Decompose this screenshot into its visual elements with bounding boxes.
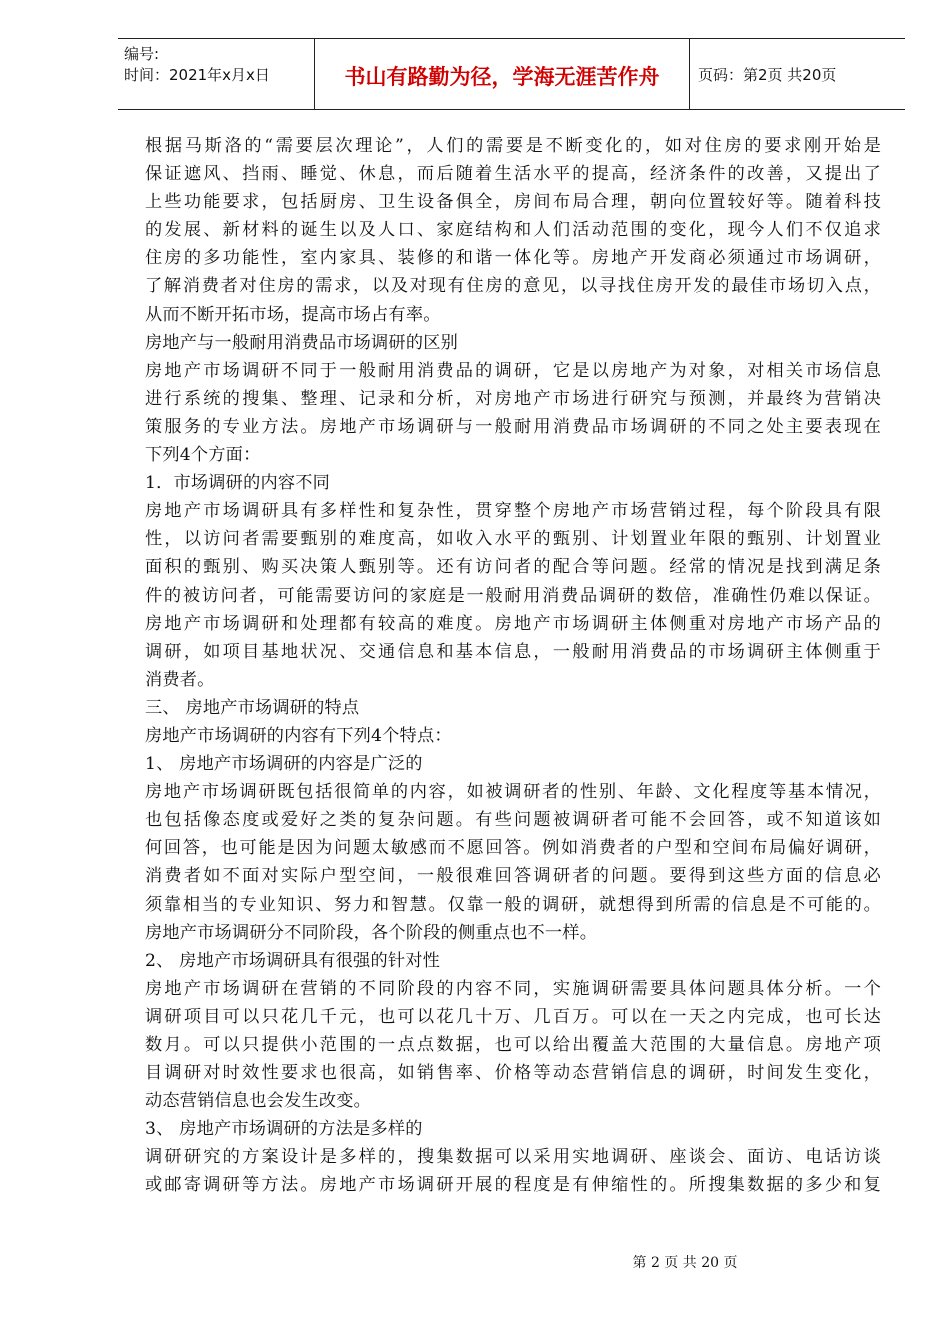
body-text-line: 件的被访问者，可能需要访问的家庭是一般耐用消费品调研的数倍，准确性仍难以保证。 [145, 585, 881, 606]
body-text-line: 数月。可以只提供小范围的一点点数据，也可以给出覆盖大范围的大量信息。房地产项 [145, 1035, 881, 1055]
body-text-line: 调研研究的方案设计是多样的，搜集数据可以采用实地调研、座谈会、面访、电话访谈 [145, 1147, 881, 1168]
footer-page-number: 第 2 页 共 20 页 [632, 1255, 738, 1271]
header-page-cell [690, 39, 905, 109]
body-text-line: 保证遮风、挡雨、睡觉、休息，而后随着生活水平的提高，经济条件的改善，又提出了 [145, 164, 881, 185]
body-text-line: 三、 房地产市场调研的特点 [145, 697, 360, 718]
body-text-line: 房地产与一般耐用消费品市场调研的区别 [145, 332, 458, 353]
body-text-line: 消费者。 [145, 669, 215, 690]
header-table [118, 38, 905, 110]
body-text-line: 面积的甄别、购买决策人甄别等。还有访问者的配合等问题。经常的情况是找到满足条 [145, 557, 881, 578]
body-text-line: 2、 房地产市场调研具有很强的针对性 [145, 950, 441, 971]
body-text-line: 或邮寄调研等方法。房地产市场调研开展的程度是有伸缩性的。所搜集数据的多少和复 [145, 1175, 881, 1196]
body-text-line: 3、 房地产市场调研的方法是多样的 [145, 1119, 423, 1140]
header-page-number: 页码：第2页 共20页 [698, 66, 837, 84]
body-text-line: 1．市场调研的内容不同 [145, 473, 331, 494]
body-text-line: 消费者如不面对实际户型空间，一般很难回答调研者的问题。要得到这些方面的信息必 [145, 866, 881, 887]
body-text-line: 房地产市场调研在营销的不同阶段的内容不同，实施调研需要具体问题具体分析。一个 [145, 978, 881, 999]
body-text-line: 的发展、新材料的诞生以及人口、家庭结构和人们活动范围的变化，现今人们不仅追求 [145, 220, 881, 241]
body-text-line: 住房的多功能性，室内家具、装修的和谐一体化等。房地产开发商必须通过市场调研， [145, 248, 881, 269]
body-text-line: 从而不断开拓市场，提高市场占有率。 [145, 304, 441, 325]
body-text-line: 了解消费者对住房的需求，以及对现有住房的意见，以寻找住房开发的最佳市场切入点， [145, 276, 881, 297]
header-motto: 书山有路勤为径，学海无涯苦作舟 [344, 65, 660, 89]
body-text-line: 房地产市场调研既包括很简单的内容，如被调研者的性别、年龄、文化程度等基本情况， [145, 782, 881, 803]
body-text-line: 动态营销信息也会发生改变。 [145, 1091, 372, 1112]
body-text-line: 须靠相当的专业知识、努力和智慧。仅靠一般的调研，就想得到所需的信息是不可能的。 [145, 894, 881, 915]
body-text-line: 何回答，也可能是因为问题太敏感而不愿回答。例如消费者的户型和空间布局偏好调研， [145, 838, 881, 859]
body-text-line: 1、 房地产市场调研的内容是广泛的 [145, 754, 423, 775]
body-text-line: 策服务的专业方法。房地产市场调研与一般耐用消费品市场调研的不同之处主要表现在 [145, 416, 881, 437]
body-text-line: 调研项目可以只花几千元，也可以花几十万、几百万。可以在一天之内完成，也可长达 [145, 1006, 881, 1027]
body-text-line: 也包括像态度或爱好之类的复杂问题。有些问题被调研者可能不会回答，或不知道该如 [145, 810, 881, 831]
body-text-line: 房地产市场调研具有多样性和复杂性，贯穿整个房地产市场营销过程，每个阶段具有限 [145, 501, 881, 522]
body-text-line: 根据马斯洛的“需要层次理论”，人们的需要是不断变化的，如对住房的要求刚开始是 [145, 136, 881, 156]
document-number-label: 编号: [124, 45, 160, 63]
body-text-line: 房地产市场调研的内容有下列4个特点： [145, 725, 452, 746]
body-text-line: 进行系统的搜集、整理、记录和分析，对房地产市场进行研究与预测，并最终为营销决 [145, 388, 881, 409]
document-body [145, 132, 881, 1200]
body-text-line: 调研，如项目基地状况、交通信息和基本信息，一般耐用消费品的市场调研主体侧重于 [145, 641, 881, 662]
document-time-label: 时间：2021年x月x日 [124, 66, 270, 84]
body-text-line: 目调研对时效性要求也很高，如销售率、价格等动态营销信息的调研，时间发生变化， [145, 1063, 881, 1084]
body-text-line: 房地产市场调研不同于一般耐用消费品的调研，它是以房地产为对象，对相关市场信息 [145, 360, 881, 381]
page-footer [0, 1252, 950, 1272]
body-text-line: 房地产市场调研分不同阶段，各个阶段的侧重点也不一样。 [145, 922, 598, 943]
header-motto-cell [315, 39, 690, 109]
body-text-line: 上些功能要求，包括厨房、卫生设备俱全，房间布局合理，朝向位置较好等。随着科技 [145, 192, 881, 213]
header-info-cell [118, 39, 315, 109]
body-text-line: 下列4个方面： [145, 445, 261, 466]
body-text-line: 性，以访问者需要甄别的难度高，如收入水平的甄别、计划置业年限的甄别、计划置业 [145, 529, 881, 550]
body-text-line: 房地产市场调研和处理都有较高的难度。房地产市场调研主体侧重对房地产市场产品的 [145, 613, 881, 634]
